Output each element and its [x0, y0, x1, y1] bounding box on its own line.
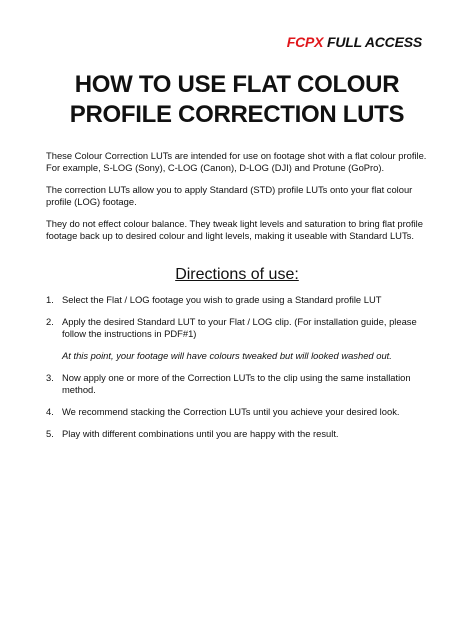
- step-text: We recommend stacking the Correction LUTs until you achieve your desired look.: [62, 406, 400, 417]
- step-body: [62, 316, 436, 362]
- step-text: Select the Flat / LOG footage you wish to grade using a Standard profile LUT: [62, 294, 382, 305]
- step-number: 4.: [46, 406, 54, 417]
- direction-step: [46, 372, 436, 396]
- intro-section: [46, 150, 436, 252]
- step-text: Play with different combinations until you are happy with the result.: [62, 428, 339, 439]
- intro-paragraph: They do not effect colour balance. They tweak light levels and saturation to bring flat profile footage back up to desired colour and light levels, making it useable with Standard LUTs.: [46, 218, 423, 241]
- directions-heading: Directions of use:: [175, 266, 299, 283]
- direction-step: [46, 428, 436, 440]
- step-number: 5.: [46, 428, 54, 439]
- page-title: [20, 70, 454, 130]
- direction-step: [46, 406, 436, 418]
- step-text: Now apply one or more of the Correction LUTs to the clip using the same installation method.: [62, 372, 411, 395]
- step-text: Apply the desired Standard LUT to your Flat / LOG clip. (For installation guide, please follow the instructions in PDF#1): [62, 316, 417, 339]
- page-title-line-2: PROFILE CORRECTION LUTS: [69, 101, 405, 128]
- step-body: [62, 294, 436, 306]
- step-note: At this point, your footage will have colours tweaked but will looked washed out.: [62, 350, 392, 361]
- direction-step: [46, 294, 436, 306]
- step-number: 2.: [46, 316, 54, 327]
- step-body: [62, 428, 436, 440]
- direction-step: [46, 316, 436, 362]
- intro-paragraph: The correction LUTs allow you to apply Standard (STD) profile LUTs onto your flat colour profile (LOG) footage.: [46, 184, 413, 207]
- brand-logo-rest: FULL ACCESS: [326, 34, 422, 50]
- directions-list: [46, 294, 436, 450]
- step-number: 3.: [46, 372, 54, 383]
- step-number: 1.: [46, 294, 54, 305]
- intro-paragraph: These Colour Correction LUTs are intended for use on footage shot with a flat colour profile. For example, S-LOG (Sony), C-LOG (Canon), D-LOG (DJI) and Protune (GoPro).: [46, 150, 427, 173]
- page-title-line-1: HOW TO USE FLAT COLOUR: [74, 71, 400, 98]
- brand-logo: [287, 34, 422, 50]
- step-body: [62, 372, 436, 396]
- step-body: [62, 406, 436, 418]
- brand-logo-accent: FCPX: [286, 34, 324, 50]
